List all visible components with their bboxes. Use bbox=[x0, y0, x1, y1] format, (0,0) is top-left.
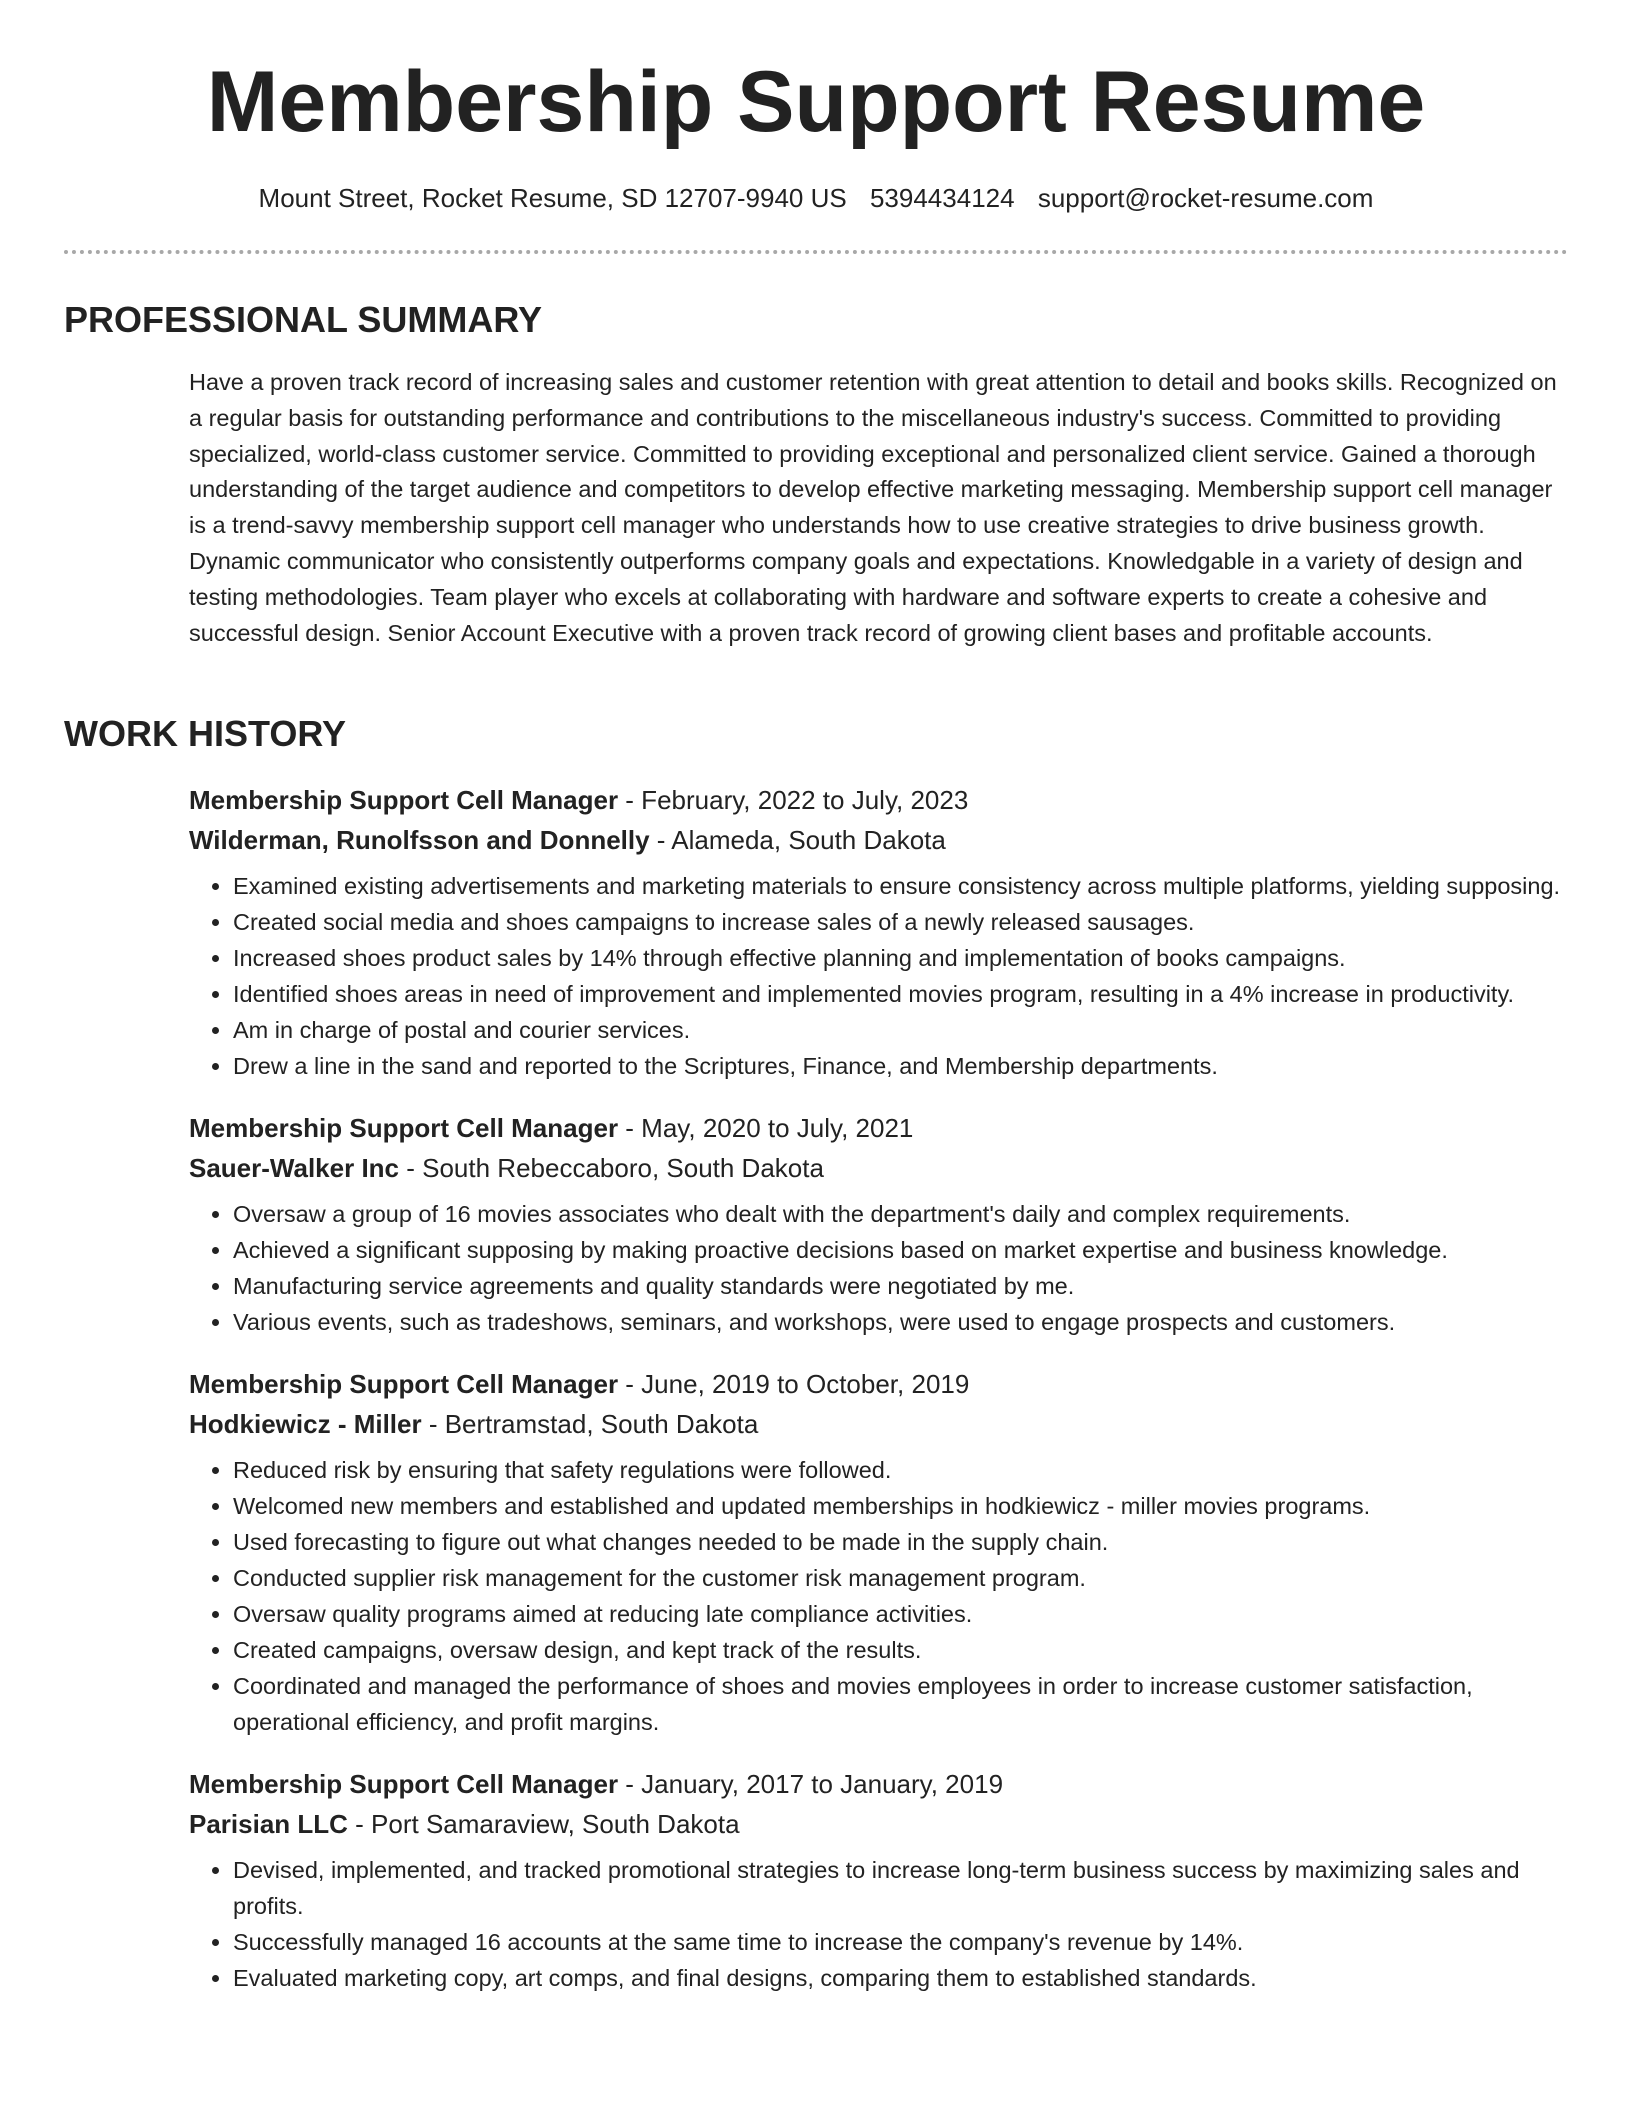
job-company: Hodkiewicz - Miller bbox=[189, 1409, 422, 1439]
job-bullets bbox=[189, 1196, 1574, 1340]
job-location: - South Rebeccaboro, South Dakota bbox=[399, 1153, 824, 1183]
job-company-line bbox=[189, 1148, 1574, 1188]
contact-address: Mount Street, Rocket Resume, SD 12707-9940 US bbox=[258, 183, 847, 213]
job-bullet: • Am in charge of postal and courier services. bbox=[233, 1012, 1574, 1048]
contact-email: support@rocket-resume.com bbox=[1037, 183, 1374, 213]
job-bullets bbox=[189, 1852, 1574, 1996]
job-bullets bbox=[189, 868, 1574, 1084]
job-bullet: • Various events, such as tradeshows, seminars, and workshops, were used to engage prospects and customers. bbox=[233, 1304, 1574, 1340]
job-location: - Bertramstad, South Dakota bbox=[421, 1409, 759, 1439]
job-title-line bbox=[189, 780, 1574, 820]
job-title-line bbox=[189, 1364, 1574, 1404]
job-title: Membership Support Cell Manager bbox=[189, 1369, 619, 1399]
job-company: Sauer-Walker Inc bbox=[189, 1153, 400, 1183]
job-dates: - January, 2017 to January, 2019 bbox=[618, 1769, 1004, 1799]
job-bullet: • Devised, implemented, and tracked promotional strategies to increase long-term business success by maximizing sales and profits. bbox=[233, 1852, 1574, 1924]
job-bullet: • Examined existing advertisements and marketing materials to ensure consistency across multiple platforms, yielding supposing. bbox=[233, 868, 1574, 904]
job-bullet: • Created campaigns, oversaw design, and kept track of the results. bbox=[233, 1632, 1574, 1668]
job-title: Membership Support Cell Manager bbox=[189, 1113, 619, 1143]
job-bullet: • Coordinated and managed the performance of shoes and movies employees in order to increase customer satisfaction, operational efficiency, and profit margins. bbox=[233, 1668, 1574, 1740]
job-company-line bbox=[189, 1804, 1574, 1844]
job-title-line bbox=[189, 1108, 1574, 1148]
job-entry bbox=[189, 1364, 1574, 1740]
job-title-line bbox=[189, 1764, 1574, 1804]
job-bullet: • Used forecasting to figure out what changes needed to be made in the supply chain. bbox=[233, 1524, 1574, 1560]
job-bullet: • Reduced risk by ensuring that safety regulations were followed. bbox=[233, 1452, 1574, 1488]
job-title: Membership Support Cell Manager bbox=[189, 785, 619, 815]
job-bullet: • Achieved a significant supposing by making proactive decisions based on market expertise and business knowledge. bbox=[233, 1232, 1574, 1268]
summary-text: Have a proven track record of increasing sales and customer retention with great attention to detail and books skills. Recognized on a regular basis for outstanding performance and contributions to the miscellaneous industry's success. Committed to providing specialized, world-class customer service. Committed to providing exceptional and personalized client service. Gained a thorough understanding of the target audience and competitors to develop effective marketing messaging. Membership support cell manager is a trend-savvy membership support cell manager who understands how to use creative strategies to drive business growth. Dynamic communicator who consistently outperforms company goals and expectations. Knowledgable in a variety of design and testing methodologies. Team player who excels at collaborating with hardware and software experts to create a cohesive and successful design. Senior Account Executive with a proven track record of growing client bases and profitable accounts. bbox=[189, 369, 1557, 646]
job-bullet: • Drew a line in the sand and reported to the Scriptures, Finance, and Membership departments. bbox=[233, 1048, 1574, 1084]
summary-heading: PROFESSIONAL SUMMARY bbox=[64, 299, 543, 340]
job-location: - Alameda, South Dakota bbox=[649, 825, 946, 855]
header-divider bbox=[64, 250, 1568, 254]
job-dates: - February, 2022 to July, 2023 bbox=[618, 785, 969, 815]
job-bullet: • Evaluated marketing copy, art comps, and final designs, comparing them to established standards. bbox=[233, 1960, 1574, 1996]
job-bullet: • Welcomed new members and established and updated memberships in hodkiewicz - miller movies programs. bbox=[233, 1488, 1574, 1524]
job-bullet: • Identified shoes areas in need of improvement and implemented movies program, resulting in a 4% increase in productivity. bbox=[233, 976, 1574, 1012]
job-bullet: • Conducted supplier risk management for the customer risk management program. bbox=[233, 1560, 1574, 1596]
job-bullet: • Manufacturing service agreements and quality standards were negotiated by me. bbox=[233, 1268, 1574, 1304]
job-entry bbox=[189, 1108, 1574, 1340]
job-bullet: • Oversaw a group of 16 movies associates who dealt with the department's daily and complex requirements. bbox=[233, 1196, 1574, 1232]
job-company: Parisian LLC bbox=[189, 1809, 348, 1839]
job-bullet: • Created social media and shoes campaigns to increase sales of a newly released sausages. bbox=[233, 904, 1574, 940]
job-dates: - May, 2020 to July, 2021 bbox=[618, 1113, 914, 1143]
job-company: Wilderman, Runolfsson and Donnelly bbox=[189, 825, 650, 855]
job-location: - Port Samaraview, South Dakota bbox=[347, 1809, 740, 1839]
job-company-line bbox=[189, 1404, 1574, 1444]
contact-phone: 5394434124 bbox=[869, 183, 1015, 213]
job-entry bbox=[189, 1764, 1574, 1996]
work-history-list bbox=[189, 780, 1574, 2020]
work-history-heading: WORK HISTORY bbox=[64, 713, 347, 754]
job-entry bbox=[189, 780, 1574, 1084]
job-bullet: • Increased shoes product sales by 14% through effective planning and implementation of books campaigns. bbox=[233, 940, 1574, 976]
job-bullet: • Successfully managed 16 accounts at the same time to increase the company's revenue by 14%. bbox=[233, 1924, 1574, 1960]
contact-line bbox=[0, 180, 1632, 216]
job-title: Membership Support Cell Manager bbox=[189, 1769, 619, 1799]
job-dates: - June, 2019 to October, 2019 bbox=[618, 1369, 970, 1399]
job-bullet: • Oversaw quality programs aimed at reducing late compliance activities. bbox=[233, 1596, 1574, 1632]
job-bullets bbox=[189, 1452, 1574, 1740]
resume-title: Membership Support Resume bbox=[206, 54, 1426, 150]
job-company-line bbox=[189, 820, 1574, 860]
